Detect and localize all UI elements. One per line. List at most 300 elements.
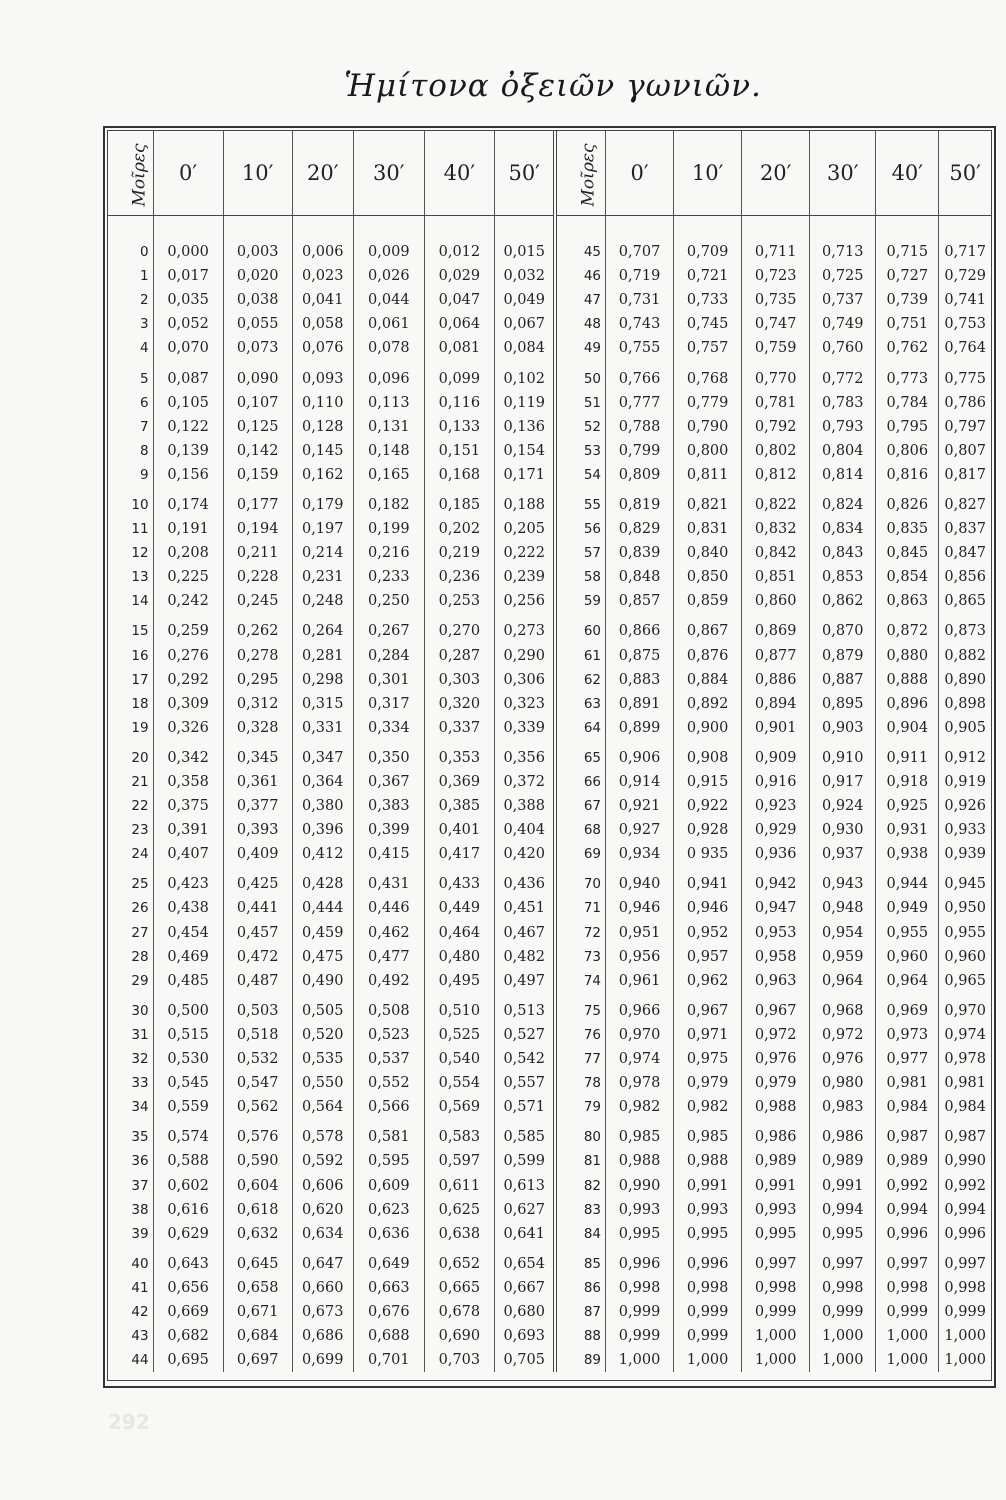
- degree-cell: 81: [555, 1149, 605, 1173]
- sine-value-cell: 0 935: [674, 842, 742, 866]
- sine-value-cell: 0,807: [939, 439, 991, 463]
- table-row: [108, 818, 991, 842]
- sine-value-cell: 0,295: [223, 668, 292, 692]
- sine-value-cell: 0,527: [494, 1023, 555, 1047]
- sine-value-cell: 0,222: [494, 541, 555, 565]
- sine-value-cell: 0,358: [153, 770, 223, 794]
- degree-cell: 7: [139, 418, 149, 435]
- sine-value-cell: 0,492: [353, 969, 424, 993]
- sine-value-cell: 0,998: [742, 1276, 810, 1300]
- sine-value-cell: 0,974: [606, 1047, 674, 1071]
- sine-value-cell: 0,946: [606, 896, 674, 920]
- sine-value-cell: 0,202: [424, 517, 494, 541]
- sine-value-cell: 0,999: [674, 1324, 742, 1348]
- spacer-row: [108, 216, 991, 241]
- sine-value-cell: 0,799: [606, 439, 674, 463]
- sine-value-cell: 0,611: [424, 1173, 494, 1197]
- degree-cell: 80: [555, 1119, 605, 1149]
- sine-value-cell: 0,165: [353, 463, 424, 487]
- sine-value-cell: 0,656: [153, 1276, 223, 1300]
- sine-value-cell: 0,842: [742, 541, 810, 565]
- sine-value-cell: 0,996: [674, 1246, 742, 1276]
- sine-value-cell: 0,087: [153, 360, 223, 390]
- sine-value-cell: 0,985: [606, 1119, 674, 1149]
- table-row: [108, 1348, 991, 1372]
- sine-value-cell: 0,900: [674, 716, 742, 740]
- sine-value-cell: 0,592: [292, 1149, 353, 1173]
- sine-value-cell: 0,625: [424, 1198, 494, 1222]
- degree-cell: 64: [555, 716, 605, 740]
- sine-value-cell: 0,967: [674, 993, 742, 1023]
- sine-value-cell: 0,559: [153, 1095, 223, 1119]
- sine-value-cell: 0,393: [223, 818, 292, 842]
- sine-value-cell: 0,339: [494, 716, 555, 740]
- sine-value-cell: 0,532: [223, 1047, 292, 1071]
- sine-value-cell: 0,821: [674, 487, 742, 517]
- sine-value-cell: 0,906: [606, 740, 674, 770]
- degree-cell: 16: [131, 647, 149, 664]
- sine-value-cell: 0,986: [742, 1119, 810, 1149]
- sine-value-cell: 0,693: [494, 1324, 555, 1348]
- sine-value-cell: 0,459: [292, 921, 353, 945]
- sine-value-cell: 0,409: [223, 842, 292, 866]
- degree-cell: 26: [131, 900, 149, 917]
- sine-value-cell: 0,978: [939, 1047, 991, 1071]
- degree-cell: 57: [555, 541, 605, 565]
- table-row: [108, 463, 991, 487]
- sine-value-cell: 0,768: [674, 360, 742, 390]
- degree-cell: 50: [555, 360, 605, 390]
- sine-value-cell: 0,995: [674, 1222, 742, 1246]
- minute-header: 20′: [742, 131, 810, 216]
- sine-value-cell: 0,303: [424, 668, 494, 692]
- sine-value-cell: 0,964: [810, 969, 876, 993]
- sine-value-cell: 0,870: [810, 613, 876, 643]
- sine-value-cell: 0,947: [742, 896, 810, 920]
- sine-value-cell: 0,270: [424, 613, 494, 643]
- sine-value-cell: 0,875: [606, 644, 674, 668]
- sine-value-cell: 0,795: [876, 415, 939, 439]
- degree-cell: 38: [131, 1201, 149, 1218]
- sine-value-cell: 0,638: [424, 1222, 494, 1246]
- sine-value-cell: 0,404: [494, 818, 555, 842]
- sine-value-cell: 0,857: [606, 589, 674, 613]
- sine-value-cell: 0,755: [606, 336, 674, 360]
- sine-value-cell: 0,994: [939, 1198, 991, 1222]
- sine-value-cell: 0,678: [424, 1300, 494, 1324]
- sine-value-cell: 0,933: [939, 818, 991, 842]
- degree-cell: 66: [555, 770, 605, 794]
- degree-cell: 58: [555, 565, 605, 589]
- sine-value-cell: 0,727: [876, 264, 939, 288]
- sine-value-cell: 0,256: [494, 589, 555, 613]
- minute-header: 20′: [292, 131, 353, 216]
- sine-value-cell: 0,729: [939, 264, 991, 288]
- sine-value-cell: 0,259: [153, 613, 223, 643]
- degree-cell: 12: [131, 545, 149, 562]
- table-row: [108, 439, 991, 463]
- table-row: [108, 740, 991, 770]
- sine-value-cell: 0,952: [674, 921, 742, 945]
- degree-cell: 83: [555, 1198, 605, 1222]
- sine-value-cell: 0,979: [742, 1071, 810, 1095]
- table-row: [108, 794, 991, 818]
- sine-value-cell: 0,737: [810, 288, 876, 312]
- sine-value-cell: 0,096: [353, 360, 424, 390]
- table-row: [108, 1023, 991, 1047]
- sine-value-cell: 0,921: [606, 794, 674, 818]
- sine-value-cell: 0,747: [742, 312, 810, 336]
- sine-value-cell: 0,735: [742, 288, 810, 312]
- sine-value-cell: 0,777: [606, 391, 674, 415]
- sine-value-cell: 0,632: [223, 1222, 292, 1246]
- sine-value-cell: 0,290: [494, 644, 555, 668]
- sine-value-cell: 0,762: [876, 336, 939, 360]
- table-row: [108, 1276, 991, 1300]
- sine-value-cell: 0,856: [939, 565, 991, 589]
- sine-value-cell: 0,523: [353, 1023, 424, 1047]
- sine-value-cell: 1,000: [939, 1324, 991, 1348]
- degree-cell: 45: [555, 240, 605, 264]
- sine-value-cell: 0,273: [494, 613, 555, 643]
- sine-value-cell: 0,044: [353, 288, 424, 312]
- sine-value-cell: 0,375: [153, 794, 223, 818]
- sine-value-cell: 0,547: [223, 1071, 292, 1095]
- sine-value-cell: 0,934: [606, 842, 674, 866]
- sine-value-cell: 0,064: [424, 312, 494, 336]
- sine-value-cell: 0,954: [810, 921, 876, 945]
- sine-value-cell: 0,242: [153, 589, 223, 613]
- sine-value-cell: 0,910: [810, 740, 876, 770]
- sine-value-cell: 0,863: [876, 589, 939, 613]
- sine-value-cell: 0,835: [876, 517, 939, 541]
- table-row: [108, 487, 991, 517]
- sine-value-cell: 0,420: [494, 842, 555, 866]
- degree-cell: 32: [131, 1051, 149, 1068]
- sine-value-cell: 0,994: [876, 1198, 939, 1222]
- sine-value-cell: 0,923: [742, 794, 810, 818]
- sine-value-cell: 0,660: [292, 1276, 353, 1300]
- sine-value-cell: 0,457: [223, 921, 292, 945]
- sine-value-cell: 0,931: [876, 818, 939, 842]
- sine-value-cell: 0,500: [153, 993, 223, 1023]
- degree-cell: 21: [131, 774, 149, 791]
- sine-value-cell: 0,585: [494, 1119, 555, 1149]
- minute-header: 50′: [494, 131, 555, 216]
- sine-value-cell: 0,391: [153, 818, 223, 842]
- sine-value-cell: 0,880: [876, 644, 939, 668]
- sine-value-cell: 0,292: [153, 668, 223, 692]
- degree-cell: 28: [131, 948, 149, 965]
- sine-value-cell: 0,968: [810, 993, 876, 1023]
- sine-value-cell: 0,982: [674, 1095, 742, 1119]
- sine-value-cell: 0,993: [606, 1198, 674, 1222]
- sine-value-cell: 0,996: [606, 1246, 674, 1276]
- sine-value-cell: 0,982: [606, 1095, 674, 1119]
- sine-value-cell: 0,671: [223, 1300, 292, 1324]
- sine-value-cell: 0,987: [876, 1119, 939, 1149]
- sine-value-cell: 0,786: [939, 391, 991, 415]
- table-row: [108, 993, 991, 1023]
- degree-cell: 41: [131, 1279, 149, 1296]
- degree-cell: 75: [555, 993, 605, 1023]
- sine-value-cell: 0,214: [292, 541, 353, 565]
- sine-value-cell: 0,995: [742, 1222, 810, 1246]
- degree-cell: 53: [555, 439, 605, 463]
- sine-value-cell: 0,715: [876, 240, 939, 264]
- sine-value-cell: 0,697: [223, 1348, 292, 1372]
- sine-value-cell: 0,669: [153, 1300, 223, 1324]
- sine-value-cell: 0,997: [742, 1246, 810, 1276]
- sine-value-cell: 0,941: [674, 866, 742, 896]
- degree-cell: 52: [555, 415, 605, 439]
- degree-cell: 18: [131, 695, 149, 712]
- sine-value-cell: 0,073: [223, 336, 292, 360]
- sine-value-cell: 0,350: [353, 740, 424, 770]
- sine-value-cell: 0,616: [153, 1198, 223, 1222]
- sine-value-cell: 0,879: [810, 644, 876, 668]
- table-row: [108, 1324, 991, 1348]
- sine-value-cell: 0,743: [606, 312, 674, 336]
- sine-value-cell: 0,545: [153, 1071, 223, 1095]
- sine-value-cell: 0,331: [292, 716, 353, 740]
- sine-value-cell: 0,997: [876, 1246, 939, 1276]
- sine-value-cell: 0,998: [810, 1276, 876, 1300]
- sine-value-cell: 0,438: [153, 896, 223, 920]
- sine-value-cell: 0,929: [742, 818, 810, 842]
- sine-value-cell: 0,961: [606, 969, 674, 993]
- sine-value-cell: 0,775: [939, 360, 991, 390]
- sine-value-cell: 0,987: [939, 1119, 991, 1149]
- page-title: Ἡμίτονα ὀξειῶν γωνιῶν.: [344, 68, 762, 104]
- degree-cell: 74: [555, 969, 605, 993]
- sine-value-cell: 0,860: [742, 589, 810, 613]
- sine-value-cell: 0,749: [810, 312, 876, 336]
- sine-value-cell: 0,578: [292, 1119, 353, 1149]
- sine-value-cell: 0,948: [810, 896, 876, 920]
- sine-value-cell: 0,839: [606, 541, 674, 565]
- table-row: [108, 969, 991, 993]
- table-row: [108, 1173, 991, 1197]
- degree-cell: 55: [555, 487, 605, 517]
- degree-cell: 42: [131, 1303, 149, 1320]
- table-row: [108, 589, 991, 613]
- sine-value-cell: 0,490: [292, 969, 353, 993]
- sine-value-cell: 0,433: [424, 866, 494, 896]
- sine-value-cell: 0,721: [674, 264, 742, 288]
- degree-cell: 70: [555, 866, 605, 896]
- sine-value-cell: 0,006: [292, 240, 353, 264]
- sine-value-cell: 0,620: [292, 1198, 353, 1222]
- minute-header: 10′: [223, 131, 292, 216]
- sine-value-cell: 0,999: [876, 1300, 939, 1324]
- sine-value-cell: 0,485: [153, 969, 223, 993]
- sine-value-cell: 0,148: [353, 439, 424, 463]
- sine-value-cell: 0,415: [353, 842, 424, 866]
- sine-value-cell: 0,475: [292, 945, 353, 969]
- sine-value-cell: 0,179: [292, 487, 353, 517]
- sine-value-cell: 0,162: [292, 463, 353, 487]
- sine-value-cell: 0,353: [424, 740, 494, 770]
- table-row: [108, 716, 991, 740]
- sine-value-cell: 0,998: [939, 1276, 991, 1300]
- degree-cell: 39: [131, 1225, 149, 1242]
- degree-cell: 0: [139, 244, 149, 261]
- sine-value-cell: 0,590: [223, 1149, 292, 1173]
- sine-value-cell: 0,995: [606, 1222, 674, 1246]
- sine-value-cell: 0,667: [494, 1276, 555, 1300]
- sine-value-cell: 0,554: [424, 1071, 494, 1095]
- sine-value-cell: 0,976: [810, 1047, 876, 1071]
- sine-value-cell: 0,328: [223, 716, 292, 740]
- sine-value-cell: 1,000: [810, 1348, 876, 1372]
- sine-value-cell: 0,298: [292, 668, 353, 692]
- sine-value-cell: 0,099: [424, 360, 494, 390]
- sine-value-cell: 0,995: [810, 1222, 876, 1246]
- sine-value-cell: 0,990: [939, 1149, 991, 1173]
- sine-value-cell: 0,645: [223, 1246, 292, 1276]
- sine-value-cell: 0,412: [292, 842, 353, 866]
- sine-value-cell: 0,627: [494, 1198, 555, 1222]
- degree-cell: 84: [555, 1222, 605, 1246]
- sine-value-cell: 0,992: [939, 1173, 991, 1197]
- sine-value-cell: 0,848: [606, 565, 674, 589]
- sine-value-cell: 0,939: [939, 842, 991, 866]
- sine-value-cell: 0,139: [153, 439, 223, 463]
- sine-value-cell: 0,682: [153, 1324, 223, 1348]
- sine-value-cell: 0,816: [876, 463, 939, 487]
- minute-header: 0′: [606, 131, 674, 216]
- sine-value-cell: 0,253: [424, 589, 494, 613]
- sine-value-cell: 0,884: [674, 668, 742, 692]
- sine-value-cell: 0,867: [674, 613, 742, 643]
- sine-value-cell: 0,896: [876, 692, 939, 716]
- table-row: [108, 541, 991, 565]
- sine-value-cell: 0,760: [810, 336, 876, 360]
- sine-value-cell: 0,142: [223, 439, 292, 463]
- sine-value-cell: 0,840: [674, 541, 742, 565]
- table-row: [108, 1095, 991, 1119]
- sine-value-cell: 0,197: [292, 517, 353, 541]
- sine-value-cell: 0,899: [606, 716, 674, 740]
- sine-value-cell: 0,784: [876, 391, 939, 415]
- sine-value-cell: 0,944: [876, 866, 939, 896]
- sine-value-cell: 0,922: [674, 794, 742, 818]
- sine-value-cell: 0,887: [810, 668, 876, 692]
- sine-value-cell: 0,361: [223, 770, 292, 794]
- sine-value-cell: 0,020: [223, 264, 292, 288]
- sine-value-cell: 0,385: [424, 794, 494, 818]
- sine-value-cell: 0,673: [292, 1300, 353, 1324]
- sine-value-cell: 1,000: [606, 1348, 674, 1372]
- degree-cell: 47: [555, 288, 605, 312]
- sine-value-cell: 0,999: [606, 1300, 674, 1324]
- sine-value-cell: 0,847: [939, 541, 991, 565]
- sine-value-cell: 0,926: [939, 794, 991, 818]
- sine-value-cell: 0,508: [353, 993, 424, 1023]
- sine-value-cell: 0,444: [292, 896, 353, 920]
- sine-value-cell: 0,583: [424, 1119, 494, 1149]
- degree-cell: 51: [555, 391, 605, 415]
- sine-value-cell: 0,772: [810, 360, 876, 390]
- sine-value-cell: 0,930: [810, 818, 876, 842]
- sine-value-cell: 0,909: [742, 740, 810, 770]
- sine-value-cell: 0,877: [742, 644, 810, 668]
- sine-value-cell: 0,888: [876, 668, 939, 692]
- sine-value-cell: 0,219: [424, 541, 494, 565]
- sine-value-cell: 0,245: [223, 589, 292, 613]
- sine-value-cell: 0,281: [292, 644, 353, 668]
- sine-value-cell: 0,979: [674, 1071, 742, 1095]
- sine-value-cell: 0,009: [353, 240, 424, 264]
- header-row: [108, 131, 991, 216]
- degree-header-right: Μοῖρες: [555, 131, 605, 216]
- sine-value-cell: 0,978: [606, 1071, 674, 1095]
- sine-value-cell: 0,388: [494, 794, 555, 818]
- sine-value-cell: 0,595: [353, 1149, 424, 1173]
- sine-value-cell: 0,156: [153, 463, 223, 487]
- degree-cell: 1: [139, 268, 149, 285]
- sine-value-cell: 0,049: [494, 288, 555, 312]
- sine-value-cell: 0,566: [353, 1095, 424, 1119]
- sine-value-cell: 0,078: [353, 336, 424, 360]
- sine-value-cell: 0,017: [153, 264, 223, 288]
- sine-value-cell: 0,542: [494, 1047, 555, 1071]
- sine-value-cell: 0,518: [223, 1023, 292, 1047]
- sine-value-cell: 0,766: [606, 360, 674, 390]
- degree-cell: 20: [131, 749, 149, 766]
- sine-value-cell: 0,185: [424, 487, 494, 517]
- sine-value-cell: 0,992: [876, 1173, 939, 1197]
- sine-value-cell: 0,986: [810, 1119, 876, 1149]
- sine-value-cell: 0,326: [153, 716, 223, 740]
- sine-value-cell: 0,023: [292, 264, 353, 288]
- sine-value-cell: 0,588: [153, 1149, 223, 1173]
- sine-value-cell: 0,602: [153, 1173, 223, 1197]
- sine-value-cell: 0,951: [606, 921, 674, 945]
- table-row: [108, 692, 991, 716]
- sine-value-cell: 0,676: [353, 1300, 424, 1324]
- sine-value-cell: 0,604: [223, 1173, 292, 1197]
- sine-value-cell: 0,903: [810, 716, 876, 740]
- sine-value-cell: 0,417: [424, 842, 494, 866]
- sine-value-cell: 0,866: [606, 613, 674, 643]
- sine-value-cell: 0,872: [876, 613, 939, 643]
- sine-value-cell: 0,892: [674, 692, 742, 716]
- sine-value-cell: 0,345: [223, 740, 292, 770]
- sine-value-cell: 0,636: [353, 1222, 424, 1246]
- table-row: [108, 565, 991, 589]
- sine-value-cell: 0,599: [494, 1149, 555, 1173]
- sine-value-cell: 0,347: [292, 740, 353, 770]
- page-number: 292: [108, 1410, 150, 1434]
- sine-value-cell: 0,837: [939, 517, 991, 541]
- sine-value-cell: 0,964: [876, 969, 939, 993]
- sine-value-cell: 0,505: [292, 993, 353, 1023]
- sine-value-cell: 0,773: [876, 360, 939, 390]
- sine-value-cell: 0,119: [494, 391, 555, 415]
- table-row: [108, 360, 991, 390]
- sine-value-cell: 0,703: [424, 1348, 494, 1372]
- sine-value-cell: 0,093: [292, 360, 353, 390]
- sine-value-cell: 0,540: [424, 1047, 494, 1071]
- sine-value-cell: 0,966: [606, 993, 674, 1023]
- sine-value-cell: 1,000: [810, 1324, 876, 1348]
- sine-value-cell: 0,552: [353, 1071, 424, 1095]
- sine-value-cell: 0,963: [742, 969, 810, 993]
- sine-value-cell: 0,802: [742, 439, 810, 463]
- degree-cell: 82: [555, 1173, 605, 1197]
